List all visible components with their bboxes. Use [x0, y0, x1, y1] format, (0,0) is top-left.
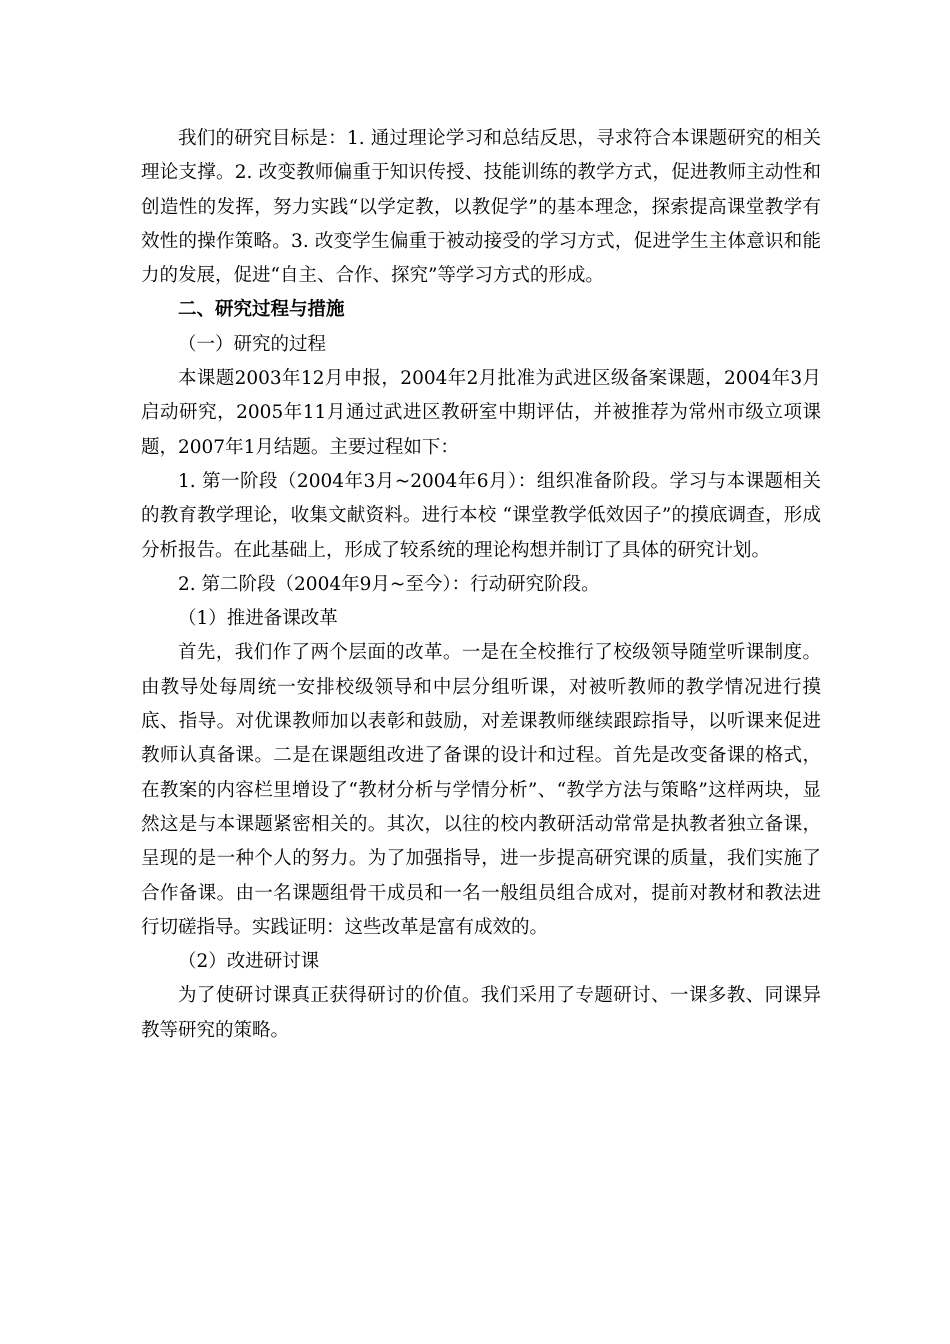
paragraph-seminar-strategies: 为了使研讨课真正获得研讨的价值。我们采用了专题研讨、一课多教、同课异教等研究的策略。 — [141, 985, 821, 1041]
subheading-research-process: （一）研究的过程 — [178, 333, 327, 355]
paragraph-research-goals: 我们的研究目标是：1. 通过理论学习和总结反思，寻求符合本课题研究的相关理论支撑。2. 改变教师偏重于知识传授、技能训练的教学方式，促进教师主动性和创造性的发挥，努力实践“以学定教，以教促学”的基本理念，探索提高课堂教学有效性的操作策略。3. 改变学生偏重于被动接受的学习方式，促进学生主体意识和能力的发展，促进“自主、合作、探究”等学习方式的形成。 — [141, 128, 821, 287]
paragraph-stage-two: 2. 第二阶段（2004年9月~至今）：行动研究阶段。 — [178, 573, 600, 595]
subheading-improve-seminar-lessons: （2）改进研讨课 — [178, 951, 320, 973]
paragraph-stage-one: 1. 第一阶段（2004年3月~2004年6月）：组织准备阶段。学习与本课题相关的教育教学理论，收集文献资料。进行本校 “课堂教学低效因子”的摸底调查，形成分析报告。在此基础上，形成了较系统的理论构想并制订了具体的研究计划。 — [141, 470, 821, 561]
paragraph-lesson-prep-details: 首先，我们作了两个层面的改革。一是在全校推行了校级领导随堂听课制度。由教导处每周统一安排校级领导和中层分组听课，对被听教师的教学情况进行摸底、指导。对优课教师加以表彰和鼓励，对差课教师继续跟踪指导，以听课来促进教师认真备课。二是在课题组改进了备课的设计和过程。首先是改变备课的格式，在教案的内容栏里增设了“教材分析与学情分析”、“教学方法与策略”这样两块，显然这是与本课题紧密相关的。其次，以往的校内教研活动常常是执教者独立备课，呈现的是一种个人的努力。为了加强指导，进一步提高研究课的质量，我们实施了合作备课。由一名课题组骨干成员和一名一般组员组合成对，提前对教材和教法进行切磋指导。实践证明：这些改革是富有成效的。 — [141, 642, 821, 938]
subheading-lesson-prep-reform: （1）推进备课改革 — [178, 608, 338, 630]
document-body — [141, 122, 821, 1048]
section-heading-process-and-measures: 二、研究过程与措施 — [178, 299, 345, 321]
paragraph-project-timeline: 本课题2003年12月申报，2004年2月批准为武进区级备案课题，2004年3月启动研究，2005年11月通过武进区教研室中期评估，并被推荐为常州市级立项课题，2007年1月结题。主要过程如下： — [141, 368, 821, 458]
